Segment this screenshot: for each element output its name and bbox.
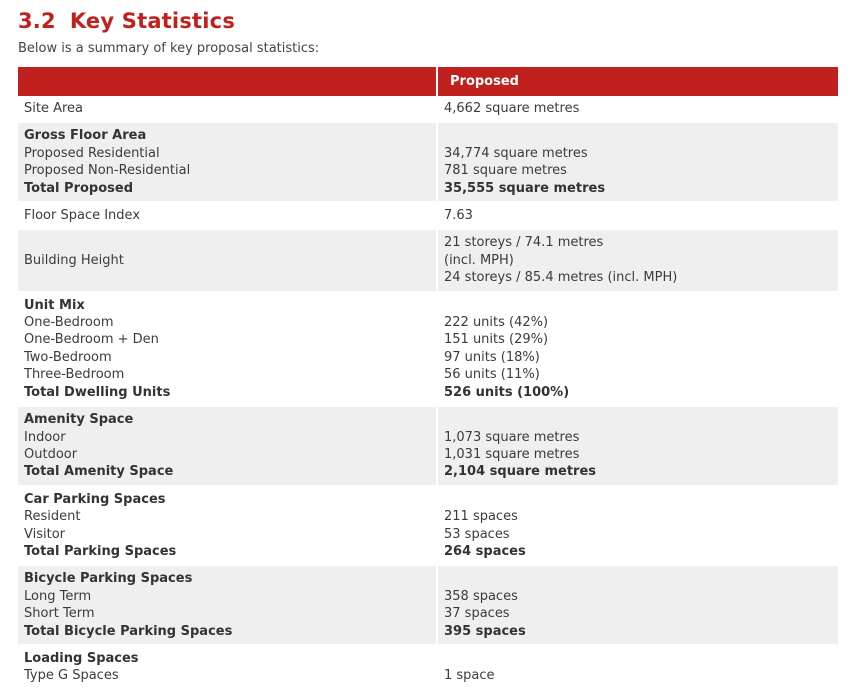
row-value: 1,031 square metres bbox=[444, 446, 580, 462]
table-row-gross-floor-area bbox=[18, 121, 838, 201]
row-label: Long Term bbox=[24, 588, 92, 604]
row-label: Resident bbox=[24, 509, 81, 525]
table-row-amenity-space bbox=[18, 405, 838, 485]
row-value: 24 storeys / 85.4 metres (incl. MPH) bbox=[444, 270, 678, 286]
section-heading bbox=[18, 0, 859, 37]
total-value: 35,555 square metres bbox=[444, 180, 606, 196]
total-label: Total Dwelling Units bbox=[24, 384, 171, 400]
table-row-loading-spaces bbox=[18, 644, 838, 689]
row-label: Visitor bbox=[24, 526, 65, 542]
row-label: Type G Spaces bbox=[24, 668, 119, 684]
group-heading: Gross Floor Area bbox=[24, 128, 147, 144]
header-col-proposed: Proposed bbox=[438, 67, 838, 96]
table-row-building-height bbox=[18, 228, 838, 290]
table-row-car-parking bbox=[18, 485, 838, 565]
total-label: Total Bicycle Parking Spaces bbox=[24, 623, 233, 639]
row-value: 1 space bbox=[444, 668, 495, 684]
intro-text: Below is a summary of key proposal statistics: bbox=[18, 41, 320, 56]
row-value: 4,662 square metres bbox=[444, 101, 580, 116]
group-heading: Amenity Space bbox=[24, 412, 134, 428]
row-label: Floor Space Index bbox=[24, 208, 141, 224]
row-label: Short Term bbox=[24, 606, 95, 622]
table-row-floor-space-index bbox=[18, 201, 838, 228]
group-heading: Loading Spaces bbox=[24, 650, 139, 666]
total-label: Total Amenity Space bbox=[24, 464, 174, 480]
total-label: Total Proposed bbox=[24, 180, 134, 196]
key-statistics-table bbox=[18, 67, 838, 689]
total-value: 395 spaces bbox=[444, 623, 526, 639]
row-value: 21 storeys / 74.1 metres bbox=[444, 235, 604, 251]
row-value: 211 spaces bbox=[444, 509, 518, 525]
row-value: 781 square metres bbox=[444, 163, 567, 179]
row-value: 1,073 square metres bbox=[444, 429, 580, 445]
group-heading: Unit Mix bbox=[24, 297, 85, 313]
row-label: Building Height bbox=[24, 252, 124, 268]
row-label: Proposed Residential bbox=[24, 145, 160, 161]
row-value: 37 spaces bbox=[444, 606, 510, 622]
row-label: Indoor bbox=[24, 429, 66, 445]
row-value: 7.63 bbox=[444, 208, 473, 224]
section-number: 3.2 bbox=[18, 9, 56, 33]
row-label: Three-Bedroom bbox=[24, 367, 125, 383]
group-heading: Bicycle Parking Spaces bbox=[24, 571, 193, 587]
row-value: 97 units (18%) bbox=[444, 349, 540, 365]
group-heading: Car Parking Spaces bbox=[24, 491, 166, 507]
row-value: 358 spaces bbox=[444, 588, 518, 604]
row-label: One-Bedroom + Den bbox=[24, 332, 159, 348]
section-title: Key Statistics bbox=[69, 9, 236, 33]
row-value: 53 spaces bbox=[444, 526, 510, 542]
table-header-row bbox=[18, 67, 838, 96]
total-value: 264 spaces bbox=[444, 543, 526, 559]
row-value: 34,774 square metres bbox=[444, 145, 588, 161]
row-value: (incl. MPH) bbox=[444, 252, 514, 268]
row-label: One-Bedroom bbox=[24, 315, 114, 331]
total-value: 526 units (100%) bbox=[444, 384, 570, 400]
row-label: Two-Bedroom bbox=[24, 349, 112, 365]
table-row-unit-mix bbox=[18, 291, 838, 405]
total-value: 2,104 square metres bbox=[444, 464, 597, 480]
row-label: Site Area bbox=[24, 101, 84, 116]
row-value: 151 units (29%) bbox=[444, 332, 549, 348]
row-label: Outdoor bbox=[24, 446, 78, 462]
row-value: 222 units (42%) bbox=[444, 315, 549, 331]
row-value: 56 units (11%) bbox=[444, 367, 540, 383]
table-row-bicycle-parking bbox=[18, 564, 838, 644]
total-label: Total Parking Spaces bbox=[24, 543, 177, 559]
row-label: Proposed Non-Residential bbox=[24, 163, 191, 179]
header-col-label bbox=[18, 67, 438, 96]
table-row-site-area bbox=[18, 96, 838, 121]
